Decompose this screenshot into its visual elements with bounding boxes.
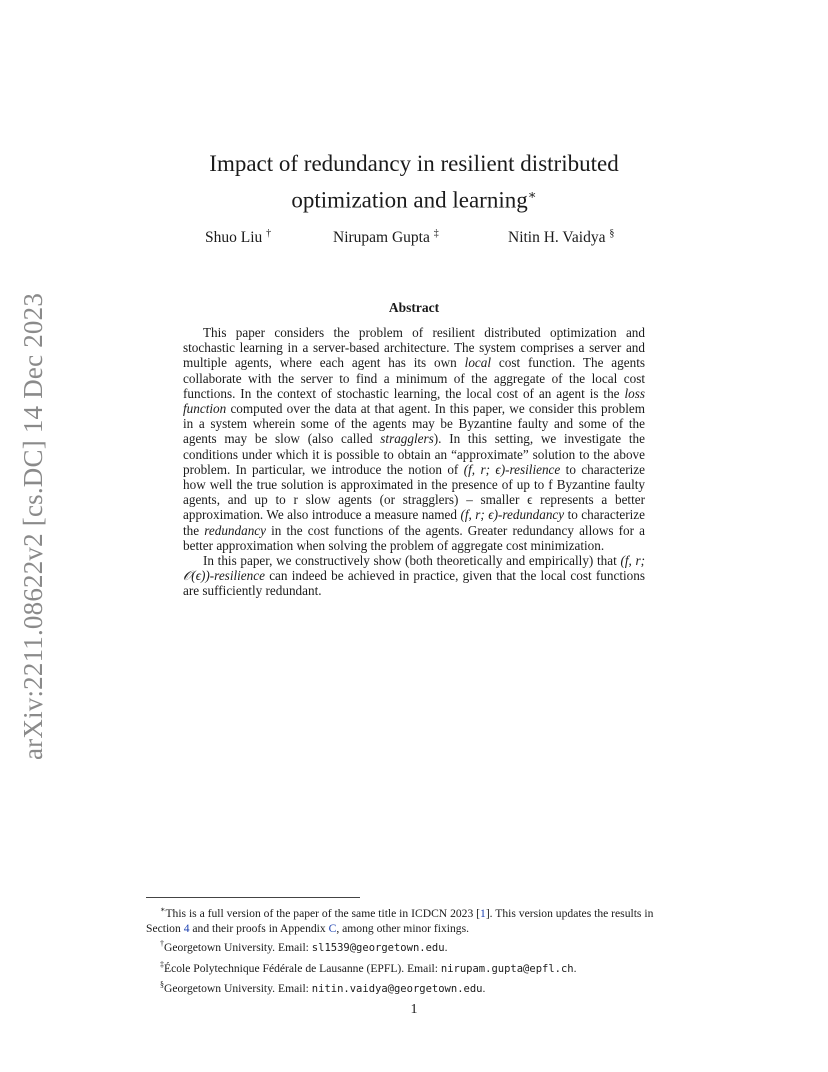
footnote-1 [146,902,686,936]
emphasis: loss function [183,385,645,417]
text-run: , among other minor fixings. [336,922,469,936]
abstract-paragraph-1 [183,325,645,553]
text-run: This is a full version of the paper of the same title in ICDCN 2023 [ [165,906,481,920]
page-number: 1 [410,1002,418,1017]
title-line-1: Impact of redundancy in resilient distributed [209,151,619,176]
text-run: and their proofs in Appendix [189,922,329,936]
emphasis: (f, r; ϵ)-redundancy [460,507,565,523]
abstract-body [183,325,645,599]
citation-link[interactable]: 1 [480,906,486,920]
footnote-2 [146,936,686,956]
section-link[interactable]: 4 [183,922,190,936]
author-mark: † [266,228,272,239]
text-run: Georgetown University. Email: [164,981,312,995]
text-run: computed over the data at that agent. In this paper, we consider this problem in a system wherein some of the agents may be Byzantine faulty and some of the agents may be slow (also called [183,401,645,447]
author-mark: ‡ [433,228,439,239]
footnote-mark: ‡ [160,959,164,969]
text-run: to characterize the [183,507,645,538]
text-run: ). In this setting, we investigate the conditions under which it is possible to obtain an “approximate” solution to the above problem. In particular, we introduce the notion of [183,431,645,477]
text-run: to characterize how well the true solution is approximated in the presence of up to f Byzantine faulty agents, and up to r slow agents (or stragglers) – smaller ϵ represents a better approximation. We also introduce a measure named [183,461,646,523]
footnote-mark: ∗ [160,905,166,914]
footnote-divider [146,897,360,898]
text-run: ]. This version updates the results in Section [146,906,654,936]
text-run: cost function. The agents collaborate with the server to find a minimum of the aggregate of the local cost functions. In the context of stochastic learning, the local cost of an agent is the [183,355,645,401]
author-2 [333,228,439,247]
email-address: nitin.vaidya@georgetown.edu [311,982,483,995]
footnote-mark: † [160,939,164,949]
footnotes [146,902,686,997]
text-run: École Polytechnique Fédérale de Lausanne (EPFL). Email: [164,961,441,975]
text-run: can indeed be achieved in practice, given that the local cost functions are sufficiently redundant. [183,568,645,599]
abstract-paragraph-2 [183,553,645,599]
author-name: Nitin H. Vaidya [508,229,606,247]
author-mark: § [609,228,615,239]
emphasis: local [464,355,492,371]
paper-title [150,148,678,216]
text-run: Georgetown University. Email: [164,941,312,955]
email-address: nirupam.gupta@epfl.ch [440,962,574,975]
text-run: . [573,961,577,975]
emphasis: (f, r; 𝒪(ϵ))-resilience [183,553,645,584]
author-1 [205,228,271,247]
emphasis: (f, r; ϵ)-resilience [463,461,561,477]
abstract-heading: Abstract [388,300,440,315]
title-line-2: optimization and learning [291,187,528,213]
author-3 [508,228,614,247]
emphasis: stragglers [380,431,434,447]
footnote-3 [146,957,686,977]
text-run: in the cost functions of the agents. Greater redundancy allows for a better approximation when solving the problem of aggregate cost minimization. [183,522,645,553]
footnote-4 [146,977,686,997]
text-run: . [482,981,486,995]
text-run: In this paper, we constructively show (both theoretically and empirically) that [203,553,621,569]
title-footnote-mark: ∗ [527,187,537,202]
author-name: Nirupam Gupta [333,229,430,247]
footnote-mark: § [160,979,164,989]
text-run: This paper considers the problem of resilient distributed optimization and stochastic learning in a server-based architecture. The system comprises a server and multiple agents, where each agent has its own [183,325,645,371]
text-run: . [444,941,448,955]
appendix-link[interactable]: C [328,922,337,936]
author-name: Shuo Liu [205,229,263,247]
emphasis: redundancy [204,522,267,538]
email-address: sl1539@georgetown.edu [311,942,445,955]
arxiv-identifier: arXiv:2211.08622v2 [cs.DC] 14 Dec 2023 [18,292,48,760]
